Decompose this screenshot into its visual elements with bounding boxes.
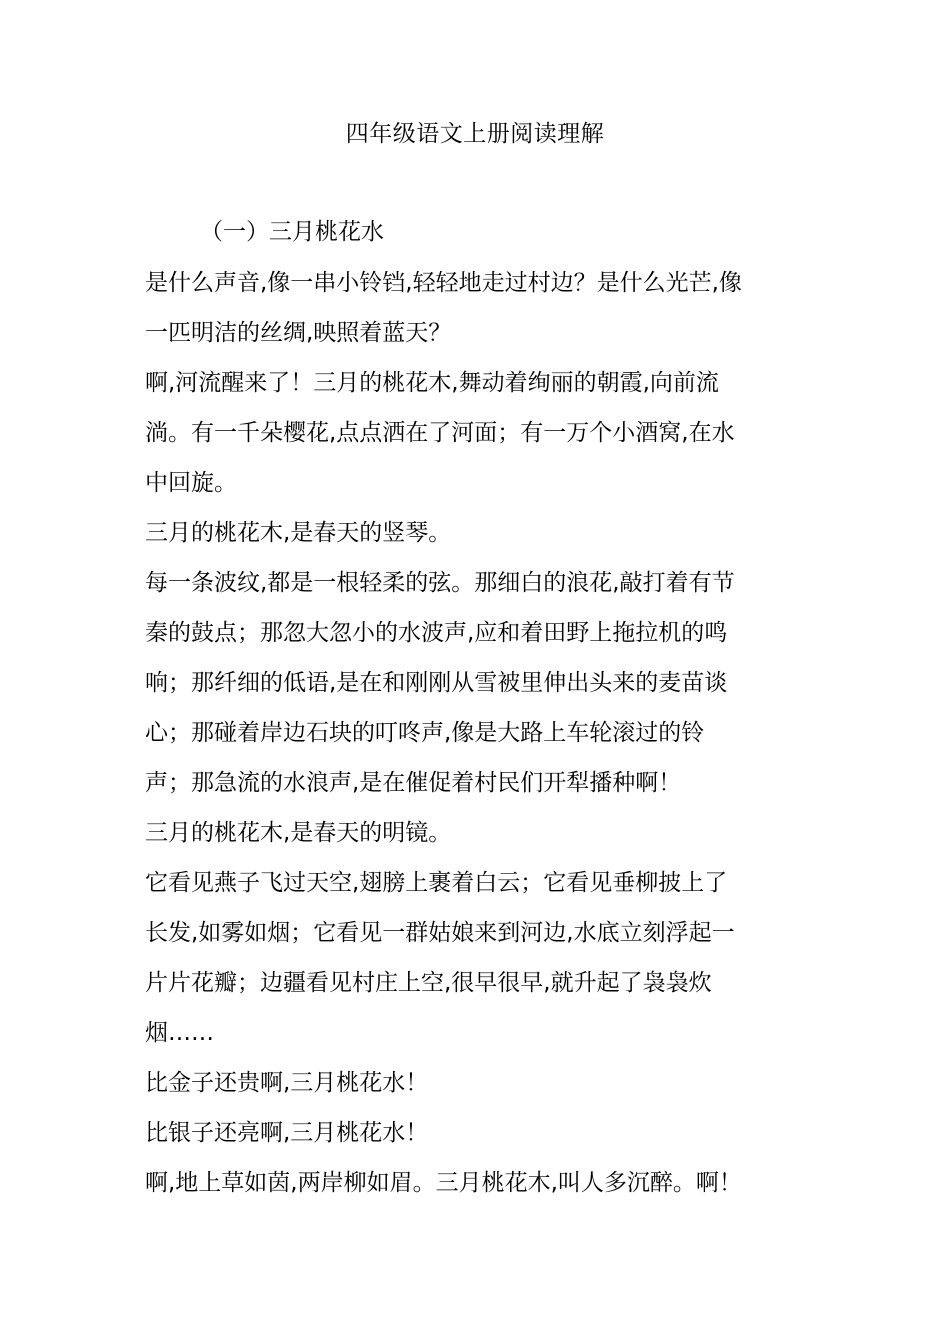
passage-line: 是什么声音,像一串小铃铛,轻轻地走过村边？是什么光芒,像 — [145, 270, 742, 296]
document-title: 四年级语文上册阅读理解 — [345, 121, 605, 147]
passage-line: 长发,如雾如烟；它看见一群姑娘来到河边,水底立刻浮起一 — [145, 920, 735, 946]
passage-line: 比金子还贵啊,三月桃花水！ — [145, 1070, 429, 1096]
passage-line: 淌。有一千朵樱花,点点洒在了河面；有一万个小酒窝,在水 — [145, 420, 735, 446]
passage-line: 它看见燕子飞过天空,翅膀上裹着白云；它看见垂柳披上了 — [145, 870, 728, 896]
passage-line: 心；那碰着岸边石块的叮咚声,像是大路上车轮滚过的铃 — [145, 720, 705, 746]
passage-line: 秦的鼓点；那忽大忽小的水波声,应和着田野上拖拉机的鸣 — [145, 620, 728, 646]
passage-line: 中回旋。 — [145, 470, 237, 496]
passage-line: 每一条波纹,都是一根轻柔的弦。那细白的浪花,敲打着有节 — [145, 570, 735, 596]
passage-line: 一匹明洁的丝绸,映照着蓝天？ — [145, 320, 452, 346]
passage-line: 烟…… — [145, 1020, 214, 1046]
passage-line: 啊,地上草如茵,两岸柳如眉。三月桃花木,叫人多沉醉。啊！ — [145, 1170, 742, 1196]
passage-line: 声；那急流的水浪声,是在催促着村民们开犁播种啊！ — [145, 770, 682, 796]
passage-line: 比银子还亮啊,三月桃花水！ — [145, 1120, 429, 1146]
passage-line: 响；那纤细的低语,是在和刚刚从雪被里伸出头来的麦苗谈 — [145, 670, 728, 696]
passage-line: 啊,河流醒来了！三月的桃花木,舞动着绚丽的朝霞,向前流 — [145, 370, 719, 396]
passage-line: 片片花瓣；边疆看见村庄上空,很早很早,就升起了袅袅炊 — [145, 970, 712, 996]
section-heading: （一）三月桃花水 — [200, 219, 384, 245]
passage-line: 三月的桃花木,是春天的明镜。 — [145, 820, 452, 846]
passage-body — [145, 258, 805, 1208]
passage-line: 三月的桃花木,是春天的竖琴。 — [145, 520, 452, 546]
